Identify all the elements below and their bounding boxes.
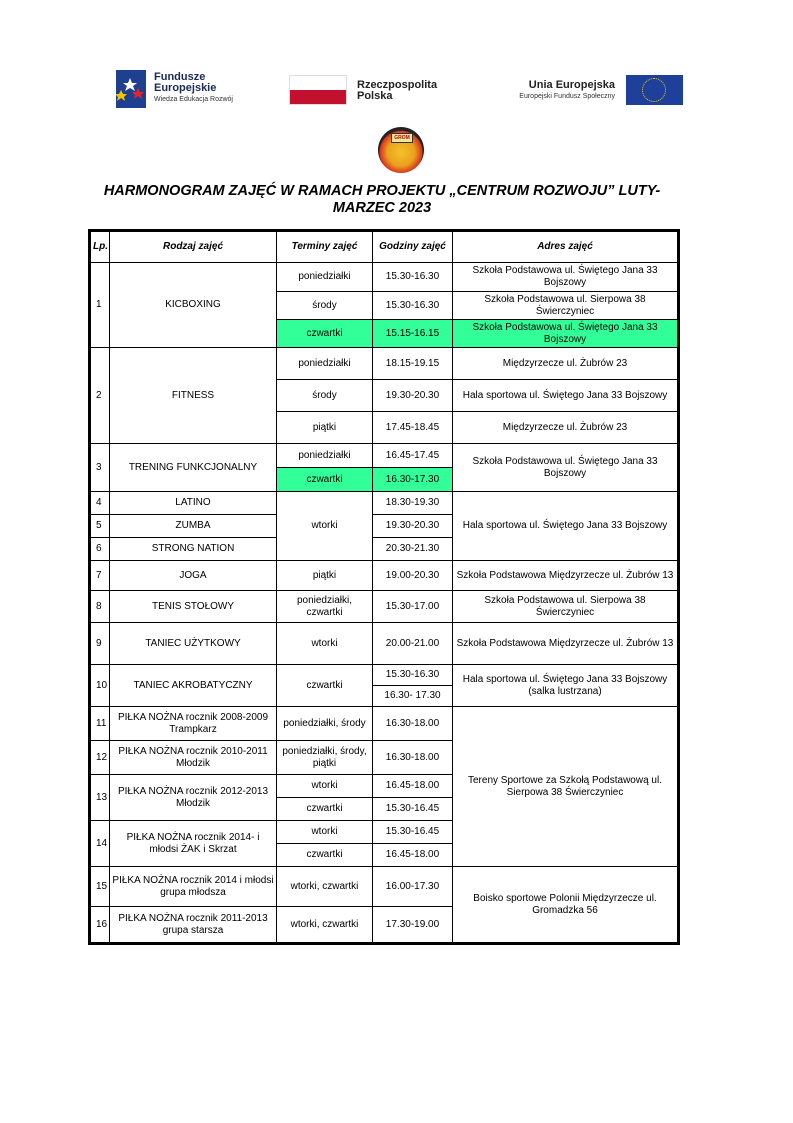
cell-lp: 12 [90, 741, 110, 775]
cell-lp: 10 [90, 665, 110, 707]
cell-name: LATINO [110, 492, 277, 515]
unia-europejska-logo [488, 75, 683, 107]
cell-time: 19.00-20.30 [373, 561, 453, 591]
cell-address: Szkoła Podstawowa Międzyrzecze ul. Żubrów 13 [453, 561, 679, 591]
cell-name: KICBOXING [110, 263, 277, 348]
cell-address: Hala sportowa ul. Świętego Jana 33 Bojszowy (salka lustrzana) [453, 665, 679, 707]
cell-lp: 11 [90, 707, 110, 741]
cell-day: czwartki [277, 844, 373, 867]
cell-time: 16.30- 17.30 [373, 686, 453, 707]
cell-address: Hala sportowa ul. Świętego Jana 33 Bojszowy [453, 492, 679, 561]
table-row [90, 492, 679, 515]
cell-day: poniedziałki [277, 263, 373, 292]
fe-line1: Fundusze [154, 71, 206, 83]
title-line2: MARZEC 2023 [332, 200, 432, 216]
cell-time: 16.00-17.30 [373, 867, 453, 907]
cell-lp: 15 [90, 867, 110, 907]
header-godziny: Godziny zajęć [373, 231, 453, 263]
cell-day: wtorki, czwartki [277, 867, 373, 907]
cell-time: 19.30-20.30 [373, 380, 453, 412]
cell-day: wtorki [277, 821, 373, 844]
ue-title: Unia Europejska [528, 79, 615, 91]
cell-time: 15.15-16.15 [373, 320, 453, 348]
cell-name: JOGA [110, 561, 277, 591]
cell-name: FITNESS [110, 348, 277, 444]
schedule-table [88, 229, 680, 945]
cell-time: 15.30-17.00 [373, 591, 453, 623]
header-rodzaj: Rodzaj zajęć [110, 231, 277, 263]
cell-time: 15.30-16.45 [373, 798, 453, 821]
grom-club-logo-icon [378, 127, 424, 173]
cell-lp: 2 [90, 348, 110, 444]
cell-name: TRENING FUNKCJONALNY [110, 444, 277, 492]
table-row [90, 591, 679, 623]
cell-lp: 8 [90, 591, 110, 623]
cell-address: Międzyrzecze ul. Żubrów 23 [453, 412, 679, 444]
fe-flag-icon [116, 70, 146, 108]
cell-day: poniedziałki, środy [277, 707, 373, 741]
cell-time: 20.30-21.30 [373, 538, 453, 561]
cell-lp: 4 [90, 492, 110, 515]
cell-day: piątki [277, 561, 373, 591]
cell-lp: 16 [90, 907, 110, 944]
logo-bar [0, 0, 793, 120]
cell-day: czwartki [277, 798, 373, 821]
cell-address: Boisko sportowe Polonii Międzyrzecze ul. Gromadzka 56 [453, 867, 679, 944]
fe-subtitle: Wiedza Edukacja Rozwój [154, 96, 233, 103]
pl-line1: Rzeczpospolita [357, 79, 438, 91]
cell-day: czwartki [277, 665, 373, 707]
cell-day: czwartki [277, 468, 373, 492]
cell-name: PIŁKA NOŻNA rocznik 2008-2009 Trampkarz [110, 707, 277, 741]
table-row [90, 263, 679, 292]
cell-day: poniedziałki, czwartki [277, 591, 373, 623]
table-row [90, 665, 679, 686]
cell-day: wtorki [277, 623, 373, 665]
cell-name: PIŁKA NOŻNA rocznik 2014- i młodsi ŻAK i Skrzat [110, 821, 277, 867]
cell-name: STRONG NATION [110, 538, 277, 561]
club-label: GROM [391, 133, 413, 143]
cell-day: czwartki [277, 320, 373, 348]
table-row [90, 561, 679, 591]
page-title [88, 183, 676, 217]
cell-name: TENIS STOŁOWY [110, 591, 277, 623]
cell-name: PIŁKA NOŻNA rocznik 2012-2013 Młodzik [110, 775, 277, 821]
cell-time: 19.30-20.30 [373, 515, 453, 538]
cell-day: wtorki, czwartki [277, 907, 373, 944]
cell-time: 17.30-19.00 [373, 907, 453, 944]
cell-day: poniedziałki [277, 348, 373, 380]
cell-time: 18.30-19.30 [373, 492, 453, 515]
cell-day: poniedziałki, środy, piątki [277, 741, 373, 775]
cell-name: ZUMBA [110, 515, 277, 538]
cell-lp: 7 [90, 561, 110, 591]
header-terminy: Terminy zajęć [277, 231, 373, 263]
fundusze-europejskie-logo [116, 70, 276, 110]
table-row [90, 444, 679, 468]
pl-line2: Polska [357, 90, 393, 102]
cell-time: 16.30-18.00 [373, 707, 453, 741]
cell-time: 16.45-18.00 [373, 775, 453, 798]
cell-address: Szkoła Podstawowa ul. Świętego Jana 33 Bojszowy [453, 263, 679, 292]
header-adres: Adres zajęć [453, 231, 679, 263]
ue-subtitle: Europejski Fundusz Społeczny [519, 93, 615, 100]
cell-time: 17.45-18.45 [373, 412, 453, 444]
cell-name: PIŁKA NOŻNA rocznik 2011-2013 grupa starsza [110, 907, 277, 944]
cell-lp: 1 [90, 263, 110, 348]
cell-address: Szkoła Podstawowa Międzyrzecze ul. Żubrów 13 [453, 623, 679, 665]
cell-time: 15.30-16.45 [373, 821, 453, 844]
cell-address: Hala sportowa ul. Świętego Jana 33 Bojszowy [453, 380, 679, 412]
table-header-row [90, 231, 679, 263]
table-row [90, 348, 679, 380]
cell-address: Szkoła Podstawowa ul. Świętego Jana 33 Bojszowy [453, 320, 679, 348]
cell-lp: 14 [90, 821, 110, 867]
table-row [90, 623, 679, 665]
cell-lp: 3 [90, 444, 110, 492]
cell-time: 15.30-16.30 [373, 263, 453, 292]
title-line1: HARMONOGRAM ZAJĘĆ W RAMACH PROJEKTU „CENTRUM ROZWOJU” LUTY- [103, 183, 661, 199]
cell-day: wtorki [277, 492, 373, 561]
cell-name: PIŁKA NOŻNA rocznik 2010-2011 Młodzik [110, 741, 277, 775]
cell-day: wtorki [277, 775, 373, 798]
header-lp: Lp. [90, 231, 110, 263]
fe-line2: Europejskie [154, 82, 217, 94]
cell-time: 18.15-19.15 [373, 348, 453, 380]
cell-time: 16.45-18.00 [373, 844, 453, 867]
cell-day: środy [277, 292, 373, 320]
cell-day: poniedziałki [277, 444, 373, 468]
cell-time: 16.30-18.00 [373, 741, 453, 775]
cell-time: 15.30-16.30 [373, 665, 453, 686]
cell-address: Szkoła Podstawowa ul. Świętego Jana 33 Bojszowy [453, 444, 679, 492]
cell-address: Międzyrzecze ul. Żubrów 23 [453, 348, 679, 380]
cell-time: 16.30-17.30 [373, 468, 453, 492]
rzeczpospolita-polska-logo [289, 75, 459, 107]
cell-address: Tereny Sportowe za Szkołą Podstawową ul. Sierpowa 38 Świerczyniec [453, 707, 679, 867]
cell-name: TANIEC UŻYTKOWY [110, 623, 277, 665]
cell-day: piątki [277, 412, 373, 444]
cell-lp: 6 [90, 538, 110, 561]
cell-name: PIŁKA NOŻNA rocznik 2014 i młodsi grupa młodsza [110, 867, 277, 907]
cell-name: TANIEC AKROBATYCZNY [110, 665, 277, 707]
cell-time: 16.45-17.45 [373, 444, 453, 468]
cell-day: środy [277, 380, 373, 412]
table-row [90, 867, 679, 907]
cell-lp: 13 [90, 775, 110, 821]
eu-flag-icon [626, 75, 683, 105]
cell-time: 20.00-21.00 [373, 623, 453, 665]
cell-address: Szkoła Podstawowa ul. Sierpowa 38 Świerczyniec [453, 292, 679, 320]
cell-lp: 5 [90, 515, 110, 538]
table-row [90, 707, 679, 741]
cell-time: 15.30-16.30 [373, 292, 453, 320]
cell-lp: 9 [90, 623, 110, 665]
polish-flag-icon [289, 75, 347, 105]
cell-address: Szkoła Podstawowa ul. Sierpowa 38 Świerczyniec [453, 591, 679, 623]
